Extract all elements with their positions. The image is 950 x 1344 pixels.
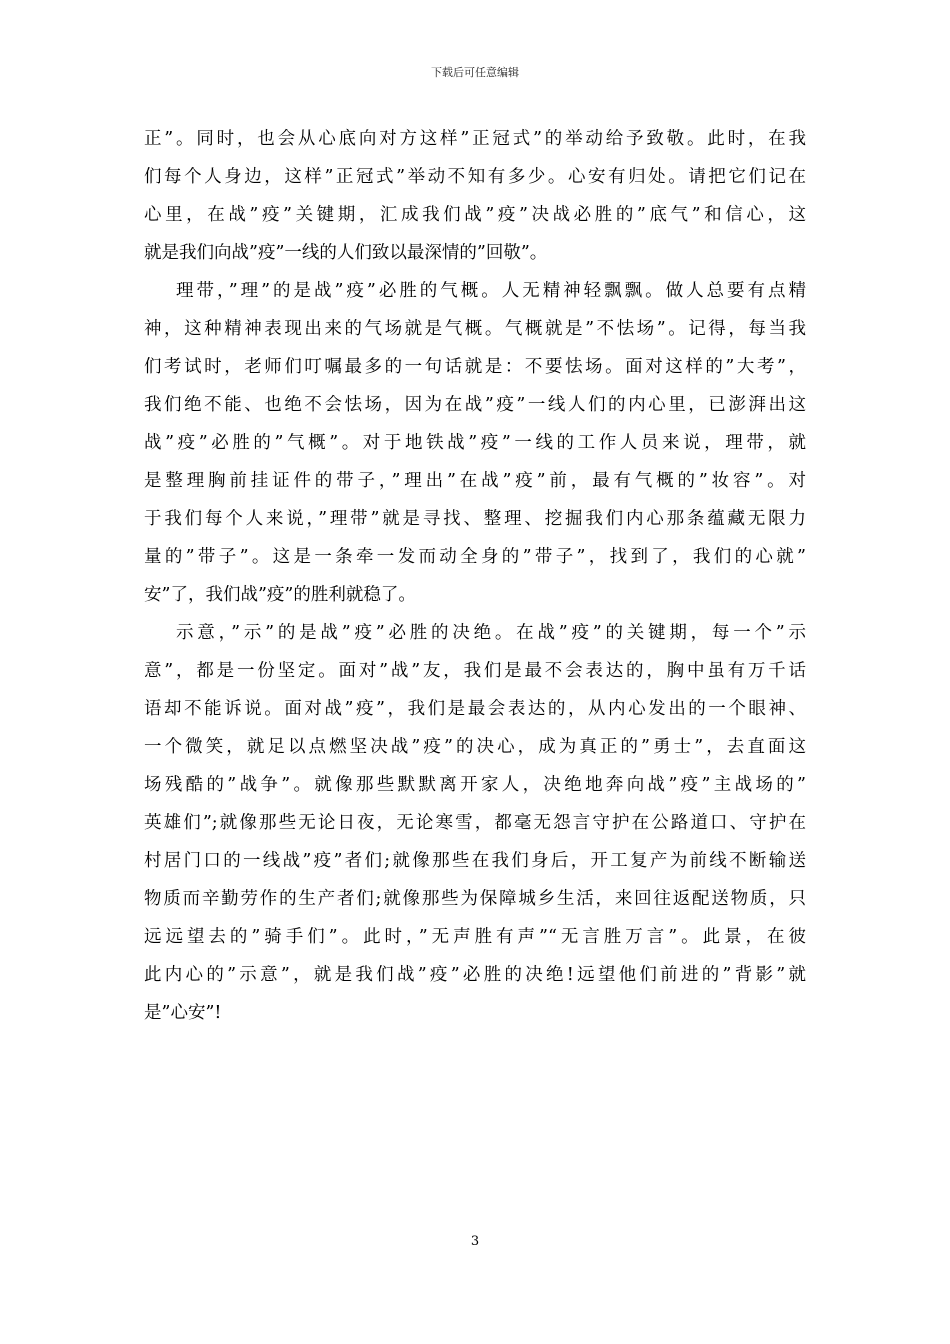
text-line: 正”。同时，也会从心底向对方这样”正冠式”的举动给予致敬。此时，在我	[144, 129, 806, 149]
text-line: 场残酷的”战争”。就像那些默默离开家人，决绝地奔向战”疫”主战场的”	[144, 775, 806, 795]
paragraph	[144, 120, 806, 272]
text-line: 量的”带子”。这是一条牵一发而动全身的”带子”，找到了，我们的心就”	[144, 547, 806, 567]
text-line: 们考试时，老师们叮嘱最多的一句话就是：不要怯场。面对这样的”大考”，	[144, 357, 806, 377]
text-line: 们每个人身边，这样”正冠式”举动不知有多少。心安有归处。请把它们记在	[144, 167, 806, 187]
text-line: 我们绝不能、也绝不会怯场，因为在战”疫”一线人们的内心里，已澎湃出这	[144, 395, 806, 415]
document-body	[144, 120, 806, 1032]
text-line: 安”了，我们战”疫”的胜利就稳了。	[144, 585, 416, 605]
text-line: 就是我们向战”疫”一线的人们致以最深情的”回敬”。	[144, 243, 548, 263]
text-line: 村居门口的一线战”疫”者们;就像那些在我们身后，开工复产为前线不断输送	[144, 851, 806, 871]
page-header: 下载后可任意编辑	[431, 66, 519, 79]
text-line: 战”疫”必胜的”气概”。对于地铁战”疫”一线的工作人员来说，理带，就	[144, 433, 806, 453]
text-line: 示意，”示”的是战”疫”必胜的决绝。在战”疫”的关键期，每一个”示	[176, 623, 806, 643]
text-line: 是”心安”!	[144, 1003, 222, 1023]
paragraph	[144, 272, 806, 614]
text-line: 远远望去的”骑手们”。此时，”无声胜有声”“无言胜万言”。此景，在彼	[144, 927, 806, 947]
paragraph	[144, 614, 806, 1032]
text-line: 语却不能诉说。面对战”疫”，我们是最会表达的，从内心发出的一个眼神、	[144, 699, 806, 719]
text-line: 于我们每个人来说，”理带”就是寻找、整理、挖掘我们内心那条蕴藏无限力	[144, 509, 806, 529]
text-line: 此内心的”示意”，就是我们战”疫”必胜的决绝!远望他们前进的”背影”就	[144, 965, 806, 985]
text-line: 是整理胸前挂证件的带子，”理出”在战”疫”前，最有气概的”妆容”。对	[144, 471, 806, 491]
page-number: 3	[470, 1234, 480, 1249]
text-line: 理带，”理”的是战”疫”必胜的气概。人无精神轻飘飘。做人总要有点精	[176, 281, 806, 301]
text-line: 意”，都是一份坚定。面对”战”友，我们是最不会表达的，胸中虽有万千话	[144, 661, 806, 681]
text-line: 一个微笑，就足以点燃坚决战”疫”的决心，成为真正的”勇士”，去直面这	[144, 737, 806, 757]
text-line: 神，这种精神表现出来的气场就是气概。气概就是”不怯场”。记得，每当我	[144, 319, 806, 339]
text-line: 心里，在战”疫”关键期，汇成我们战”疫”决战必胜的”底气”和信心，这	[144, 205, 806, 225]
text-line: 物质而辛勤劳作的生产者们;就像那些为保障城乡生活，来回往返配送物质，只	[144, 889, 806, 909]
text-line: 英雄们”;就像那些无论日夜，无论寒雪，都毫无怨言守护在公路道口、守护在	[144, 813, 806, 833]
